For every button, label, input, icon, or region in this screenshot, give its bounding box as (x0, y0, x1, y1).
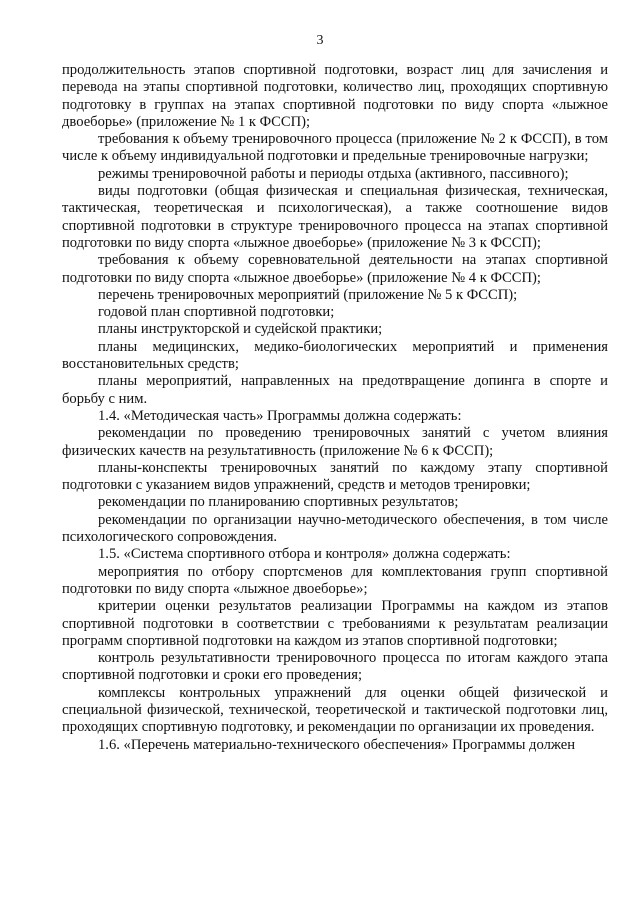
page-number: 3 (316, 33, 324, 48)
paragraph: рекомендации по проведению тренировочных занятий с учетом влияния физических качеств на результативность (приложение № 6 к ФССП); (62, 425, 608, 459)
paragraph: планы-конспекты тренировочных занятий по каждому этапу спортивной подготовки с указанием видов упражнений, средств и методов тренировки; (62, 459, 608, 494)
paragraph: рекомендации по организации научно-методического обеспечения, в том числе психологического сопровождения. (62, 511, 608, 546)
section-heading: 1.5. «Система спортивного отбора и контроля» должна содержать: (98, 546, 511, 563)
paragraph: планы медицинских, медико-биологических мероприятий и применения восстановительных средств; (62, 338, 608, 373)
paragraph: режимы тренировочной работы и периоды отдыха (активного, пассивного); (98, 165, 569, 182)
paragraph: перечень тренировочных мероприятий (приложение № 5 к ФССП); (98, 286, 518, 303)
paragraph: критерии оценки результатов реализации Программы на каждом из этапов спортивной подготовки в соответствии с требованиями к результатам реализации программ спортивной подготовки на каждом из этапов спортивной подготовки; (62, 598, 608, 649)
paragraph: мероприятия по отбору спортсменов для комплектования групп спортивной подготовки по виду спорта «лыжное двоеборье»; (62, 563, 608, 597)
paragraph: комплексы контрольных упражнений для оценки общей физической и специальной физической, технической, теоретической и тактической подготовки лиц, проходящих спортивную подготовку, и рекомендации по организации их проведения. (62, 684, 608, 736)
section-heading: 1.6. «Перечень материально-технического обеспечения» Программы должен (98, 736, 576, 753)
paragraph: годовой план спортивной подготовки; (98, 304, 335, 321)
paragraph: планы мероприятий, направленных на предотвращение допинга в спорте и борьбу с ним. (62, 373, 608, 407)
paragraph: виды подготовки (общая физическая и специальная физическая, техническая, тактическая, теоретическая и психологическая), а также соотношение видов спортивной подготовки в структуре тренировочного процесса на этапах спортивной подготовки по виду спорта «лыжное двоеборье» (приложение № 3 к ФССП); (62, 183, 608, 251)
paragraph: рекомендации по планированию спортивных результатов; (98, 494, 459, 511)
paragraph: продолжительность этапов спортивной подготовки, возраст лиц для зачисления и перевода на этапы спортивной подготовки, количество лиц, проходящих спортивную подготовку в группах на этапах спортивной подготовки по виду спорта «лыжное двоеборье» (приложение № 1 к ФССП); (62, 62, 608, 130)
paragraph: планы инструкторской и судейской практики; (98, 321, 383, 338)
section-heading: 1.4. «Методическая часть» Программы должна содержать: (98, 407, 462, 424)
paragraph: контроль результативности тренировочного процесса по итогам каждого этапа спортивной подготовки и сроки его проведения; (62, 650, 608, 684)
paragraph: требования к объему тренировочного процесса (приложение № 2 к ФССП), в том числе к объему индивидуальной подготовки и предельные тренировочные нагрузки; (62, 131, 608, 165)
paragraph: требования к объему соревновательной деятельности на этапах спортивной подготовки по виду спорта «лыжное двоеборье» (приложение № 4 к ФССП); (62, 252, 608, 286)
document-body (62, 62, 608, 754)
